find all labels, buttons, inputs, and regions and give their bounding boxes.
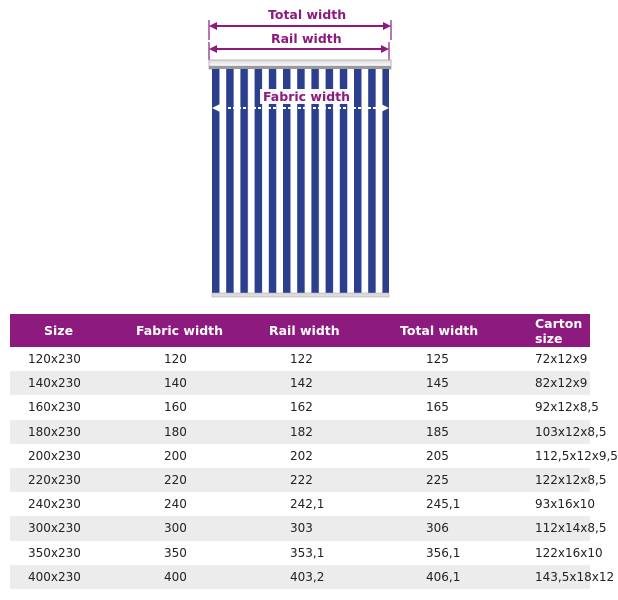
- cell-rail-width: 202: [290, 448, 313, 463]
- cell-size: 180x230: [10, 420, 126, 444]
- cell-rail-width: 242,1: [290, 497, 325, 512]
- cell-total-width: 406,1: [394, 565, 515, 589]
- cell-fabric-width: 180: [126, 420, 256, 444]
- cell-carton-size: 72x12x9: [535, 352, 588, 367]
- table-row: [10, 347, 590, 371]
- cell-carton-size: 122x12x8,5: [515, 468, 590, 492]
- table-row: [10, 395, 590, 419]
- cell-rail-width: 162: [290, 400, 313, 415]
- blind-diagram: [0, 0, 600, 305]
- table-row: [10, 444, 590, 468]
- table-row: [10, 492, 590, 516]
- cell-size: 300x230: [10, 516, 126, 540]
- cell-carton-size: 112,5x12x9,5: [535, 448, 618, 463]
- size-table: [10, 314, 618, 589]
- cell-total-width: 356,1: [426, 545, 461, 560]
- cell-rail-width: 353,1: [290, 545, 325, 560]
- cell-total-width: 185: [394, 420, 515, 444]
- cell-size: 160x230: [28, 400, 81, 415]
- cell-fabric-width: 120: [164, 352, 187, 367]
- cell-fabric-width: 240: [164, 497, 187, 512]
- cell-total-width: 145: [394, 371, 515, 395]
- cell-total-width: 306: [394, 516, 515, 540]
- cell-total-width: 125: [426, 352, 449, 367]
- table-row: [10, 541, 590, 565]
- cell-fabric-width: 350: [164, 545, 187, 560]
- table-row: [10, 516, 590, 540]
- cell-fabric-width: 160: [164, 400, 187, 415]
- table-row: [10, 565, 590, 589]
- cell-rail-width: 303: [256, 516, 394, 540]
- cell-rail-width: 142: [256, 371, 394, 395]
- cell-fabric-width: 220: [126, 468, 256, 492]
- table-row: [10, 468, 590, 492]
- cell-fabric-width: 400: [126, 565, 256, 589]
- cell-size: 240x230: [28, 497, 81, 512]
- cell-size: 120x230: [28, 352, 81, 367]
- fabric-width-label: Fabric width: [260, 89, 353, 104]
- cell-total-width: 245,1: [426, 497, 461, 512]
- cell-carton-size: 112x14x8,5: [515, 516, 590, 540]
- cell-carton-size: 92x12x8,5: [535, 400, 599, 415]
- cell-size: 200x230: [28, 448, 81, 463]
- cell-rail-width: 222: [256, 468, 394, 492]
- cell-rail-width: 182: [256, 420, 394, 444]
- cell-total-width: 165: [426, 400, 449, 415]
- cell-fabric-width: 200: [164, 448, 187, 463]
- table-row: [10, 371, 590, 395]
- cell-fabric-width: 140: [126, 371, 256, 395]
- total-width-label: Total width: [268, 7, 347, 22]
- cell-carton-size: 143,5x18x12: [515, 565, 590, 589]
- bottom-bar: [212, 293, 389, 297]
- rail-width-label: Rail width: [271, 31, 342, 46]
- header-fabric-width: Fabric width: [126, 314, 256, 347]
- cell-total-width: 225: [394, 468, 515, 492]
- cell-total-width: 205: [426, 448, 449, 463]
- cell-carton-size: 122x16x10: [535, 545, 603, 560]
- table-header-row: [10, 314, 590, 347]
- cell-size: 140x230: [10, 371, 126, 395]
- cell-size: 400x230: [10, 565, 126, 589]
- cell-carton-size: 103x12x8,5: [515, 420, 590, 444]
- cell-rail-width: 403,2: [256, 565, 394, 589]
- cell-fabric-width: 300: [126, 516, 256, 540]
- cell-rail-width: 122: [290, 352, 313, 367]
- cell-size: 350x230: [28, 545, 81, 560]
- cell-size: 220x230: [10, 468, 126, 492]
- header-carton-size: Carton size: [515, 314, 590, 347]
- header-size: Size: [10, 314, 126, 347]
- cell-carton-size: 82x12x9: [515, 371, 590, 395]
- cell-carton-size: 93x16x10: [535, 497, 596, 512]
- table-row: [10, 420, 590, 444]
- header-rail-width: Rail width: [256, 314, 394, 347]
- header-total-width: Total width: [394, 314, 515, 347]
